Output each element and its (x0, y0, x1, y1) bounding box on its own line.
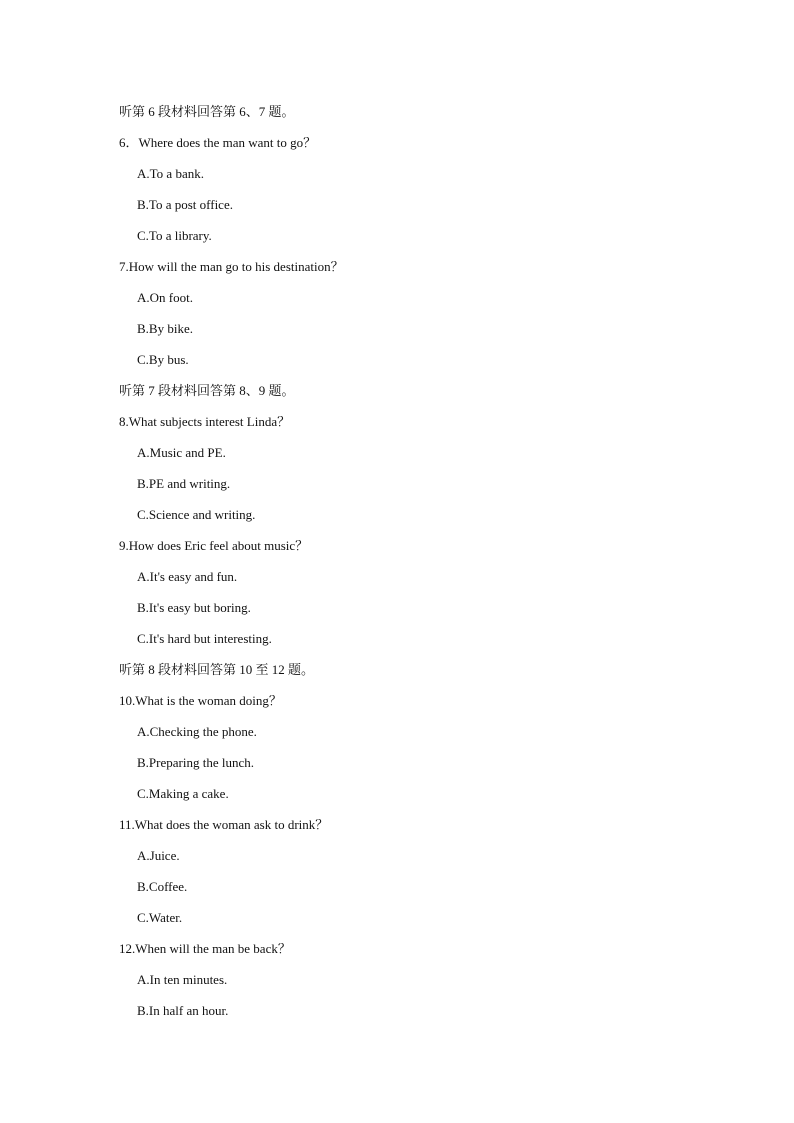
option-c: C.Science and writing. (137, 507, 256, 522)
option-a: A.To a bank. (137, 166, 204, 181)
option-b: B.PE and writing. (137, 476, 231, 491)
question-text: 8.What subjects interest Linda？ (119, 414, 291, 429)
option-b: B.To a post office. (137, 197, 233, 212)
option-c: C.Water. (137, 910, 183, 925)
question-text: 7.How will the man go to his destination？ (119, 259, 344, 274)
question-text: 6．Where does the man want to go？ (119, 135, 317, 150)
option-a: A.Music and PE. (137, 445, 226, 460)
listening-questions (119, 102, 739, 1032)
option-b: B.It's easy but boring. (137, 600, 251, 615)
question-text: 11.What does the woman ask to drink？ (119, 817, 329, 832)
section-heading: 听第 6 段材料回答第 6、7 题。 (119, 104, 295, 119)
option-b: B.Coffee. (137, 879, 188, 894)
option-b: B.By bike. (137, 321, 193, 336)
section-heading: 听第 7 段材料回答第 8、9 题。 (119, 383, 295, 398)
option-c: C.It's hard but interesting. (137, 631, 272, 646)
section-heading: 听第 8 段材料回答第 10 至 12 题。 (119, 662, 315, 677)
question-text: 12.When will the man be back？ (119, 941, 291, 956)
option-b: B.In half an hour. (137, 1003, 229, 1018)
option-a: A.Checking the phone. (137, 724, 257, 739)
option-a: A.On foot. (137, 290, 193, 305)
option-a: A.Juice. (137, 848, 180, 863)
option-c: C.By bus. (137, 352, 189, 367)
option-c: C.To a library. (137, 228, 212, 243)
question-text: 10.What is the woman doing？ (119, 693, 282, 708)
option-c: C.Making a cake. (137, 786, 229, 801)
option-a: A.In ten minutes. (137, 972, 228, 987)
option-b: B.Preparing the lunch. (137, 755, 254, 770)
option-a: A.It's easy and fun. (137, 569, 238, 584)
question-text: 9.How does Eric feel about music？ (119, 538, 309, 553)
